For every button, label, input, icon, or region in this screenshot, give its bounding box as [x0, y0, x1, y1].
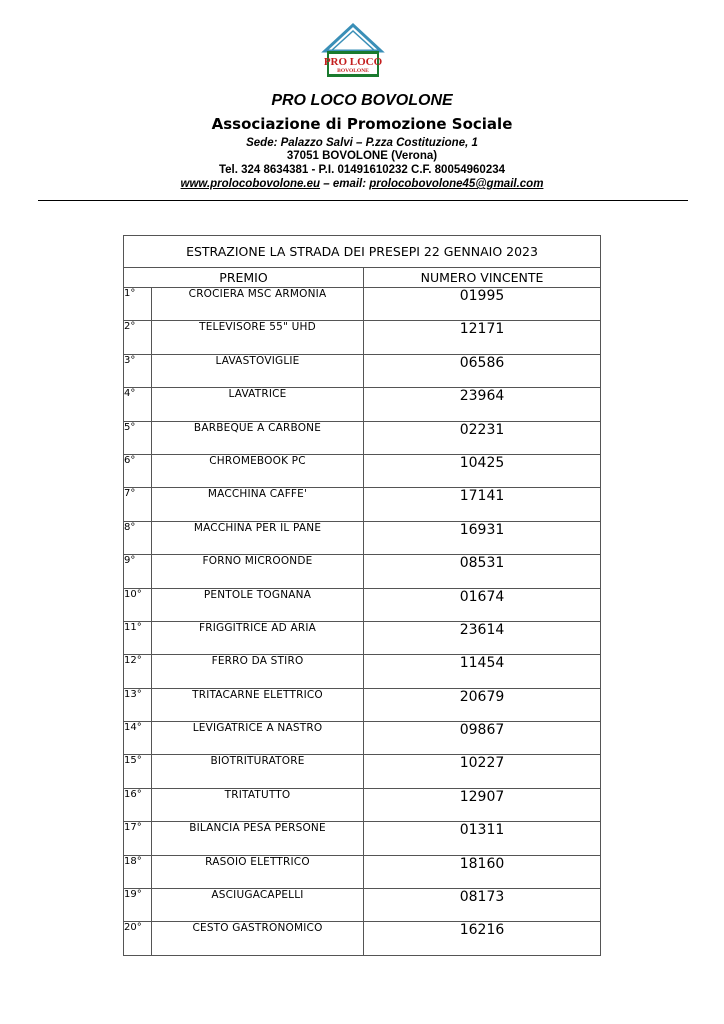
- table-row: [124, 555, 601, 588]
- prize-rank: 6°: [124, 454, 152, 487]
- prize-name: FORNO MICROONDE: [152, 555, 364, 588]
- winning-number: 10227: [364, 755, 601, 788]
- results-table: [123, 235, 601, 956]
- prize-name: FERRO DA STIRO: [152, 655, 364, 688]
- prize-name: LAVATRICE: [152, 388, 364, 421]
- column-header-number: NUMERO VINCENTE: [364, 268, 601, 288]
- prize-name: LEVIGATRICE A NASTRO: [152, 722, 364, 755]
- prize-rank: 9°: [124, 555, 152, 588]
- prize-name: FRIGGITRICE AD ARIA: [152, 621, 364, 654]
- table-title: ESTRAZIONE LA STRADA DEI PRESEPI 22 GENNAIO 2023: [124, 236, 601, 268]
- prize-rank: 3°: [124, 354, 152, 387]
- winning-number: 01995: [364, 288, 601, 321]
- winning-number: 10425: [364, 454, 601, 487]
- table-row: [124, 855, 601, 888]
- prize-name: TELEVISORE 55" UHD: [152, 321, 364, 354]
- winning-number: 12907: [364, 788, 601, 821]
- table-row: [124, 788, 601, 821]
- winning-number: 08531: [364, 555, 601, 588]
- winning-number: 23964: [364, 388, 601, 421]
- table-row: [124, 454, 601, 487]
- winning-number: 08173: [364, 889, 601, 922]
- prize-rank: 10°: [124, 588, 152, 621]
- table-row: [124, 288, 601, 321]
- winning-number: 09867: [364, 722, 601, 755]
- table-row: [124, 621, 601, 654]
- prize-rank: 2°: [124, 321, 152, 354]
- winning-number: 16931: [364, 521, 601, 554]
- winning-number: 02231: [364, 421, 601, 454]
- table-row: [124, 889, 601, 922]
- winning-number: 20679: [364, 688, 601, 721]
- prize-rank: 13°: [124, 688, 152, 721]
- org-title: PRO LOCO BOVOLONE: [271, 92, 453, 109]
- winning-number: 18160: [364, 855, 601, 888]
- prize-name: BILANCIA PESA PERSONE: [152, 822, 364, 855]
- prize-name: CHROMEBOOK PC: [152, 454, 364, 487]
- winning-number: 01311: [364, 822, 601, 855]
- table-row: [124, 755, 601, 788]
- prize-rank: 11°: [124, 621, 152, 654]
- prize-rank: 12°: [124, 655, 152, 688]
- prize-rank: 14°: [124, 722, 152, 755]
- winning-number: 23614: [364, 621, 601, 654]
- org-subtitle: Associazione di Promozione Sociale: [211, 115, 513, 133]
- prize-rank: 17°: [124, 822, 152, 855]
- prize-rank: 7°: [124, 488, 152, 521]
- table-row: [124, 354, 601, 387]
- table-header-row: [124, 268, 601, 288]
- pro-loco-logo: [321, 21, 385, 79]
- email-link[interactable]: prolocobovolone45@gmail.com: [369, 178, 544, 190]
- prize-rank: 20°: [124, 922, 152, 955]
- prize-rank: 5°: [124, 421, 152, 454]
- prize-name: LAVASTOVIGLIE: [152, 354, 364, 387]
- table-row: [124, 655, 601, 688]
- org-seat: Sede: Palazzo Salvi – P.zza Costituzione, 1: [246, 137, 478, 149]
- org-web-email: [0, 177, 724, 191]
- org-city: 37051 BOVOLONE (Verona): [286, 150, 438, 162]
- table-row: [124, 688, 601, 721]
- prize-rank: 15°: [124, 755, 152, 788]
- table-row: [124, 421, 601, 454]
- email-prefix: – email:: [320, 178, 370, 190]
- winning-number: 12171: [364, 321, 601, 354]
- svg-text:BOVOLONE: BOVOLONE: [337, 68, 369, 74]
- prize-name: BIOTRITURATORE: [152, 755, 364, 788]
- prize-rank: 19°: [124, 889, 152, 922]
- table-row: [124, 822, 601, 855]
- prize-name: RASOIO ELETTRICO: [152, 855, 364, 888]
- org-contacts: Tel. 324 8634381 - P.I. 01491610232 C.F. 80054960234: [218, 164, 506, 176]
- table-row: [124, 321, 601, 354]
- prize-rank: 18°: [124, 855, 152, 888]
- prize-name: MACCHINA CAFFE': [152, 488, 364, 521]
- table-row: [124, 388, 601, 421]
- table-row: [124, 722, 601, 755]
- winning-number: 17141: [364, 488, 601, 521]
- prize-rank: 1°: [124, 288, 152, 321]
- table-row: [124, 922, 601, 955]
- prize-name: BARBEQUE A CARBONE: [152, 421, 364, 454]
- winning-number: 06586: [364, 354, 601, 387]
- prize-rank: 16°: [124, 788, 152, 821]
- prize-name: TRITATUTTO: [152, 788, 364, 821]
- table-row: [124, 521, 601, 554]
- prize-rank: 4°: [124, 388, 152, 421]
- winning-number: 11454: [364, 655, 601, 688]
- column-header-prize: PREMIO: [124, 268, 364, 288]
- prize-name: ASCIUGACAPELLI: [152, 889, 364, 922]
- prize-name: TRITACARNE ELETTRICO: [152, 688, 364, 721]
- website-link[interactable]: www.prolocobovolone.eu: [180, 178, 321, 190]
- table-title-row: [124, 236, 601, 268]
- table-row: [124, 588, 601, 621]
- prize-rank: 8°: [124, 521, 152, 554]
- prize-name: CROCIERA MSC ARMONIA: [152, 288, 364, 321]
- winning-number: 16216: [364, 922, 601, 955]
- house-logo-icon: [321, 21, 385, 79]
- prize-name: PENTOLE TOGNANA: [152, 588, 364, 621]
- table-body: [124, 288, 601, 956]
- prize-name: MACCHINA PER IL PANE: [152, 521, 364, 554]
- winning-number: 01674: [364, 588, 601, 621]
- table-row: [124, 488, 601, 521]
- svg-text:PRO LOCO: PRO LOCO: [323, 56, 383, 68]
- header-divider: [38, 200, 688, 201]
- prize-name: CESTO GASTRONOMICO: [152, 922, 364, 955]
